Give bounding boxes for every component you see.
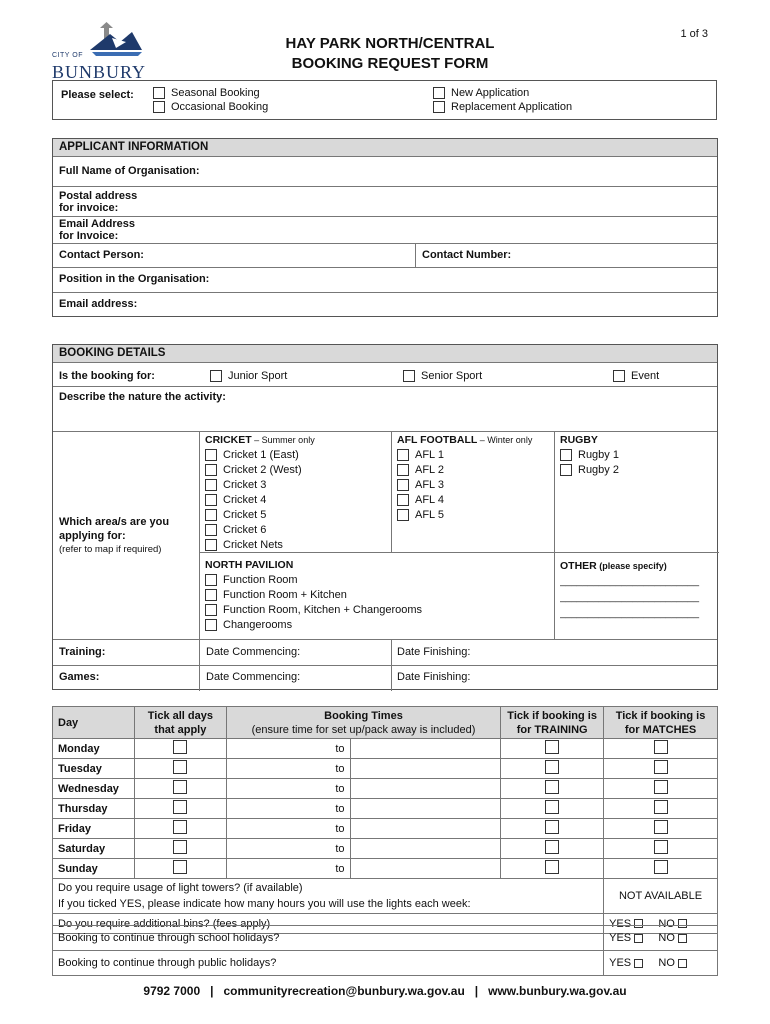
checkbox-icon[interactable] [634,959,643,968]
option-label: Junior Sport [228,370,288,382]
time-end-cell[interactable] [350,859,501,879]
checkbox-icon[interactable] [654,740,668,754]
cricket-option[interactable] [205,463,315,478]
rugby-group [560,433,619,478]
holidays-table-wrap [52,925,718,976]
day-cell: Wednesday [53,779,135,799]
checkbox-icon[interactable] [560,464,572,476]
checkbox-icon[interactable] [173,860,187,874]
afl-title-text: AFL FOOTBALL [397,434,478,446]
checkbox-icon[interactable] [205,589,217,601]
training-date-finishing: Date Finishing: [397,646,471,658]
option-label: Event [631,370,660,382]
checkbox-icon[interactable] [205,619,217,631]
afl-label: AFL 1 [415,449,444,461]
training-label: Training: [59,646,106,658]
cricket-label: Cricket 4 [223,494,267,506]
no-label: NO [658,932,675,944]
checkbox-icon[interactable] [205,479,217,491]
checkbox-icon[interactable] [397,464,409,476]
checkbox-icon[interactable] [205,494,217,506]
checkbox-icon[interactable] [613,370,625,382]
cricket-label: Cricket Nets [223,539,283,551]
email-invoice-label [59,218,135,242]
rugby-option[interactable] [560,463,619,478]
checkbox-icon[interactable] [205,464,217,476]
afl-label: AFL 4 [415,494,444,506]
checkbox-icon[interactable] [403,370,415,382]
position-label: Position in the Organisation: [59,273,210,285]
day-cell: Thursday [53,799,135,819]
checkbox-icon[interactable] [634,934,643,943]
postal-address-label [59,190,137,214]
option-label: New Application [451,87,530,99]
checkbox-icon[interactable] [545,740,559,754]
option-label: Senior Sport [421,370,483,382]
afl-label: AFL 3 [415,479,444,491]
col-times-line-1: Booking Times [324,709,403,722]
col-matches-line-1: Tick if booking is [615,709,706,722]
pavilion-label: Function Room [223,574,298,586]
checkbox-icon[interactable] [173,760,187,774]
rugby-label: Rugby 2 [578,464,619,476]
afl-option[interactable] [397,493,532,508]
cricket-label: Cricket 5 [223,509,267,521]
option-label: Replacement Application [451,101,573,113]
col-tick-line-2: that apply [154,723,207,736]
checkbox-icon[interactable] [654,800,668,814]
time-to-cell[interactable]: to [226,859,350,879]
time-to-cell[interactable]: to [226,839,350,859]
areas-label-line-1: Which area/s are you [59,516,170,528]
option-event[interactable] [613,370,659,382]
training-date-commencing: Date Commencing: [206,646,301,658]
yes-label: YES [609,932,632,944]
checkbox-icon[interactable] [173,820,187,834]
checkbox-icon[interactable] [397,509,409,521]
time-end-cell[interactable] [350,759,501,779]
no-label: NO [658,957,675,969]
option-occasional[interactable] [153,101,268,113]
time-to-cell[interactable]: to [226,799,350,819]
checkbox-icon[interactable] [654,840,668,854]
checkbox-icon[interactable] [397,494,409,506]
cricket-title-text: CRICKET [205,434,252,446]
checkbox-icon[interactable] [397,449,409,461]
table-row [53,859,718,879]
checkbox-icon[interactable] [397,479,409,491]
lights-row [53,879,718,914]
day-cell: Tuesday [53,759,135,779]
lights-line-2: If you ticked YES, please indicate how many hours you will use the lights each week: [58,898,471,910]
checkbox-icon[interactable] [678,934,687,943]
booking-for-label: Is the booking for: [59,370,155,382]
email-invoice-line-2: for Invoice: [59,230,119,242]
col-training [501,707,604,739]
other-input-line[interactable]: _________________________ [560,592,700,603]
yes-label: YES [609,957,632,969]
logo-name-text: BUNBURY [52,62,147,82]
time-to-cell[interactable]: to [226,779,350,799]
col-matches-line-2: for MATCHES [624,723,697,736]
pavilion-option[interactable] [205,618,422,633]
pavilion-group [205,558,422,633]
time-end-cell[interactable] [350,739,501,759]
checkbox-icon[interactable] [205,509,217,521]
checkbox-icon[interactable] [560,449,572,461]
other-title-text: OTHER [560,560,597,572]
checkbox-icon[interactable] [205,604,217,616]
pavilion-option[interactable] [205,603,422,618]
checkbox-icon[interactable] [545,860,559,874]
email-label: Email address: [59,298,138,310]
application-type-box [52,80,717,120]
city-of-bunbury-logo [52,22,152,80]
contact-person-label: Contact Person: [59,249,144,261]
time-end-cell[interactable] [350,839,501,859]
time-to-cell[interactable]: to [226,759,350,779]
checkbox-icon[interactable] [153,101,165,113]
day-cell: Saturday [53,839,135,859]
areas-note: (refer to map if required) [59,544,162,555]
option-seasonal[interactable] [153,87,260,99]
col-booking-times [226,707,500,739]
afl-label: AFL 5 [415,509,444,521]
day-cell: Monday [53,739,135,759]
afl-group [397,433,532,523]
afl-title [397,433,532,448]
public-holidays-row [53,951,718,976]
cricket-option[interactable] [205,523,315,538]
checkbox-icon[interactable] [173,740,187,754]
cricket-subtitle: – Summer only [251,435,315,445]
lights-line-1: Do you require usage of light towers? (if available) [58,882,303,894]
checkbox-icon[interactable] [173,780,187,794]
booking-details-section [52,344,718,690]
contact-number-label: Contact Number: [422,249,512,261]
table-row [53,819,718,839]
postal-line-1: Postal address [59,190,138,202]
time-to-cell[interactable]: to [226,819,350,839]
checkbox-icon[interactable] [205,524,217,536]
cricket-option[interactable] [205,448,315,463]
school-yes-no[interactable] [604,926,718,951]
title-line-2: BOOKING REQUEST FORM [291,55,489,72]
games-label: Games: [59,671,100,683]
cricket-group [205,433,315,553]
rugby-option[interactable] [560,448,619,463]
checkbox-icon[interactable] [205,449,217,461]
other-subtitle: (please specify) [596,561,667,571]
cricket-label: Cricket 6 [223,524,267,536]
checkbox-icon[interactable] [654,860,668,874]
pavilion-title: NORTH PAVILION [205,559,294,571]
checkbox-icon[interactable] [173,800,187,814]
day-cell: Sunday [53,859,135,879]
checkbox-icon[interactable] [678,959,687,968]
checkbox-icon[interactable] [545,760,559,774]
checkbox-icon[interactable] [545,820,559,834]
checkbox-icon[interactable] [205,574,217,586]
checkbox-icon[interactable] [545,780,559,794]
cricket-title [205,433,315,448]
table-row [53,779,718,799]
checkbox-icon[interactable] [545,800,559,814]
cricket-label: Cricket 3 [223,479,267,491]
afl-option[interactable] [397,448,532,463]
lights-not-available: NOT AVAILABLE [604,879,718,914]
public-holidays-question: Booking to continue through public holidays? [53,951,604,976]
footer-contact: 9792 7000 | communityrecreation@bunbury.wa.gov.au | www.bunbury.wa.gov.au [143,984,627,998]
other-input-line[interactable]: _________________________ [560,608,700,619]
pavilion-label: Changerooms [223,619,293,631]
col-tick-line-1: Tick all days [147,709,213,722]
postal-line-2: for invoice: [59,202,119,214]
yes-label: YES [609,917,632,930]
pavilion-label: Function Room + Kitchen [223,589,347,601]
cricket-option[interactable] [205,538,315,553]
checkbox-icon[interactable] [210,370,222,382]
afl-option[interactable] [397,508,532,523]
title-line-1: HAY PARK NORTH/CENTRAL [285,35,495,52]
describe-activity-label: Describe the nature the activity: [59,391,226,403]
games-date-finishing: Date Finishing: [397,671,471,683]
schedule-table-wrap [52,706,718,934]
page-title [200,34,580,74]
time-end-cell[interactable] [350,799,501,819]
checkbox-icon[interactable] [205,539,217,551]
holidays-table [52,925,718,976]
table-row [53,839,718,859]
table-row [53,799,718,819]
checkbox-icon[interactable] [173,840,187,854]
pavilion-label: Function Room, Kitchen + Changerooms [223,604,423,616]
applicant-section [52,138,718,317]
areas-label [59,515,169,557]
option-junior-sport[interactable] [210,370,287,382]
checkbox-icon[interactable] [545,840,559,854]
lights-question [53,879,604,914]
day-cell: Friday [53,819,135,839]
checkbox-icon[interactable] [153,87,165,99]
rugby-title: RUGBY [560,434,598,446]
time-to-cell[interactable]: to [226,739,350,759]
checkbox-icon[interactable] [654,780,668,794]
school-holidays-question: Booking to continue through school holidays? [53,926,604,951]
option-label: Seasonal Booking [171,87,260,99]
option-replacement-application[interactable] [433,101,572,113]
please-select-label: Please select: [61,89,134,101]
option-new-application[interactable] [433,87,529,99]
pavilion-option[interactable] [205,588,422,603]
games-date-commencing: Date Commencing: [206,671,301,683]
col-tick-days [134,707,226,739]
cricket-label: Cricket 1 (East) [223,449,299,461]
cricket-label: Cricket 2 (West) [223,464,302,476]
checkbox-icon[interactable] [654,820,668,834]
table-row [53,759,718,779]
col-day: Day [53,707,135,739]
afl-option[interactable] [397,478,532,493]
school-holidays-row [53,926,718,951]
areas-label-line-2: applying for: [59,530,126,542]
applicant-heading: APPLICANT INFORMATION [53,139,717,157]
public-yes-no[interactable] [604,951,718,976]
checkbox-icon[interactable] [433,101,445,113]
col-training-line-2: for TRAINING [516,723,588,736]
booking-heading: BOOKING DETAILS [53,345,717,363]
time-end-cell[interactable] [350,819,501,839]
afl-subtitle: – Winter only [477,435,533,445]
afl-label: AFL 2 [415,464,444,476]
pavilion-option[interactable] [205,573,422,588]
col-times-line-2: (ensure time for set up/pack away is included) [251,723,476,736]
checkbox-icon[interactable] [654,760,668,774]
org-name-label: Full Name of Organisation: [59,165,200,177]
cricket-option[interactable] [205,478,315,493]
cricket-option[interactable] [205,493,315,508]
no-label: NO [658,917,675,930]
table-row [53,739,718,759]
checkbox-icon[interactable] [433,87,445,99]
option-label: Occasional Booking [171,101,269,113]
other-input-line[interactable]: _________________________ [560,576,700,587]
page-number: 1 of 3 [680,28,708,40]
col-matches [604,707,718,739]
time-end-cell[interactable] [350,779,501,799]
schedule-table [52,706,718,934]
col-training-line-1: Tick if booking is [507,709,597,722]
email-invoice-line-1: Email Address [59,218,136,230]
other-group [560,558,712,622]
other-title [560,558,712,574]
bins-question: Do you require additional bins? (fees apply) [53,914,604,934]
afl-option[interactable] [397,463,532,478]
rugby-label: Rugby 1 [578,449,619,461]
logo-city-text: CITY OF [52,52,83,59]
cricket-option[interactable] [205,508,315,523]
option-senior-sport[interactable] [403,370,482,382]
